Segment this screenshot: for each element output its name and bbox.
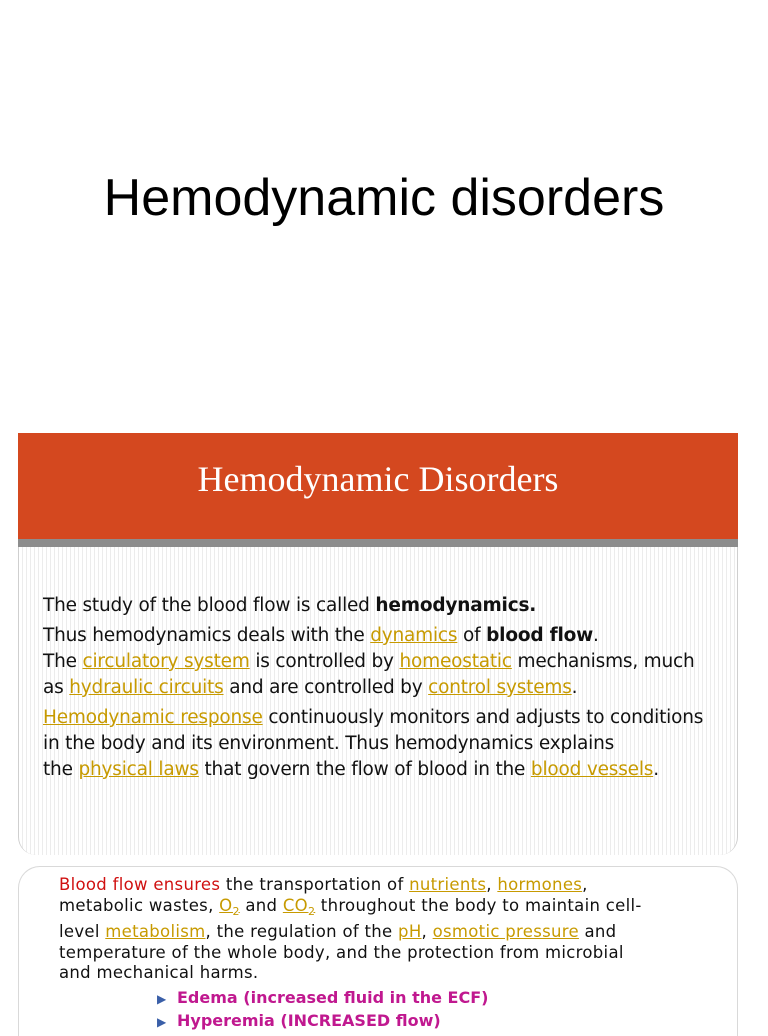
- text-span: .: [529, 595, 537, 616]
- slide-header-divider: [18, 539, 738, 547]
- text-span: and: [578, 922, 617, 941]
- text-span: .: [653, 759, 659, 780]
- text-line: [43, 623, 733, 649]
- text-line: [43, 705, 733, 731]
- text-line: [43, 757, 733, 783]
- text-span: , the regulation of the: [205, 922, 399, 941]
- link-circulatory-system[interactable]: circulatory system: [82, 651, 250, 672]
- lead-blood-flow: Blood flow ensures: [59, 875, 221, 894]
- text-span: ,: [582, 875, 588, 894]
- text-span: and are controlled by: [223, 677, 429, 698]
- text-span: continuously monitors and adjusts to conditions: [262, 707, 704, 728]
- subscript: 2: [232, 904, 240, 918]
- link-hemodynamic-response[interactable]: Hemodynamic response: [43, 707, 263, 728]
- text-span: .: [571, 677, 578, 698]
- term-hemodynamics: hemodynamics: [375, 595, 530, 616]
- bullet-text: Hyperemia (INCREASED flow): [177, 1011, 441, 1030]
- text-line: [59, 922, 729, 943]
- text-line: [59, 875, 729, 896]
- bullet-list: [157, 987, 488, 1033]
- text-span: metabolic wastes,: [59, 895, 220, 915]
- link-dynamics[interactable]: dynamics: [370, 625, 458, 646]
- link-nutrients[interactable]: nutrients: [409, 875, 487, 894]
- text-span: The study of the blood flow is called: [43, 595, 376, 616]
- slide-header-title: Hemodynamic Disorders: [197, 459, 559, 499]
- text-line: [43, 593, 733, 619]
- link-blood-vessels[interactable]: blood vessels: [530, 759, 654, 780]
- text-span: O: [219, 895, 233, 915]
- link-hormones[interactable]: hormones: [497, 875, 583, 894]
- link-o2[interactable]: [219, 895, 240, 918]
- link-control-systems[interactable]: control systems: [428, 677, 572, 698]
- slide-hemodynamic-disorders: [18, 433, 738, 855]
- text-span: CO: [282, 895, 308, 915]
- link-ph[interactable]: pH: [398, 922, 422, 941]
- page-title: Hemodynamic disorders: [103, 169, 665, 227]
- slide-blood-flow: [18, 866, 738, 1036]
- text-span: that govern the flow of blood in the: [198, 759, 531, 780]
- list-item: [157, 987, 488, 1010]
- text-line: [43, 649, 733, 675]
- text-span: ,: [486, 875, 498, 894]
- text-span: of: [457, 625, 487, 646]
- text-line: [43, 675, 733, 701]
- text-span: .: [593, 625, 599, 646]
- triangle-bullet-icon: ▶: [157, 992, 167, 1006]
- slide-paragraph: [59, 875, 729, 984]
- link-co2[interactable]: [282, 895, 316, 918]
- slide-body: [18, 547, 738, 855]
- text-line: in the body and its environment. Thus hemodynamics explains: [43, 733, 615, 754]
- text-span: throughout the body to maintain cell-: [315, 895, 642, 915]
- link-hydraulic-circuits[interactable]: hydraulic circuits: [69, 677, 224, 698]
- text-span: level: [59, 922, 106, 941]
- text-span: the: [43, 759, 79, 780]
- text-line: and mechanical harms.: [59, 963, 259, 982]
- text-span: the transportation of: [220, 875, 410, 894]
- text-span: The: [43, 651, 83, 672]
- link-osmotic-pressure[interactable]: osmotic pressure: [432, 922, 579, 941]
- text-span: ,: [421, 922, 433, 941]
- bullet-text: Edema (increased fluid in the ECF): [177, 988, 489, 1007]
- list-item: [157, 1010, 488, 1033]
- text-line: [59, 896, 729, 923]
- text-span: Thus hemodynamics deals with the: [43, 625, 371, 646]
- subscript: 2: [307, 904, 316, 918]
- link-metabolism[interactable]: metabolism: [105, 922, 206, 941]
- link-homeostatic[interactable]: homeostatic: [399, 651, 512, 672]
- slide-paragraph: [43, 593, 733, 783]
- link-physical-laws[interactable]: physical laws: [78, 759, 199, 780]
- text-span: is controlled by: [249, 651, 400, 672]
- triangle-bullet-icon: ▶: [157, 1015, 167, 1029]
- text-span: mechanisms, much: [511, 651, 695, 672]
- slide-header-banner: [18, 433, 738, 539]
- text-span: and: [239, 895, 283, 915]
- text-span: as: [43, 677, 70, 698]
- text-line: temperature of the whole body, and the protection from microbial: [59, 942, 624, 962]
- term-blood-flow: blood flow: [486, 625, 594, 646]
